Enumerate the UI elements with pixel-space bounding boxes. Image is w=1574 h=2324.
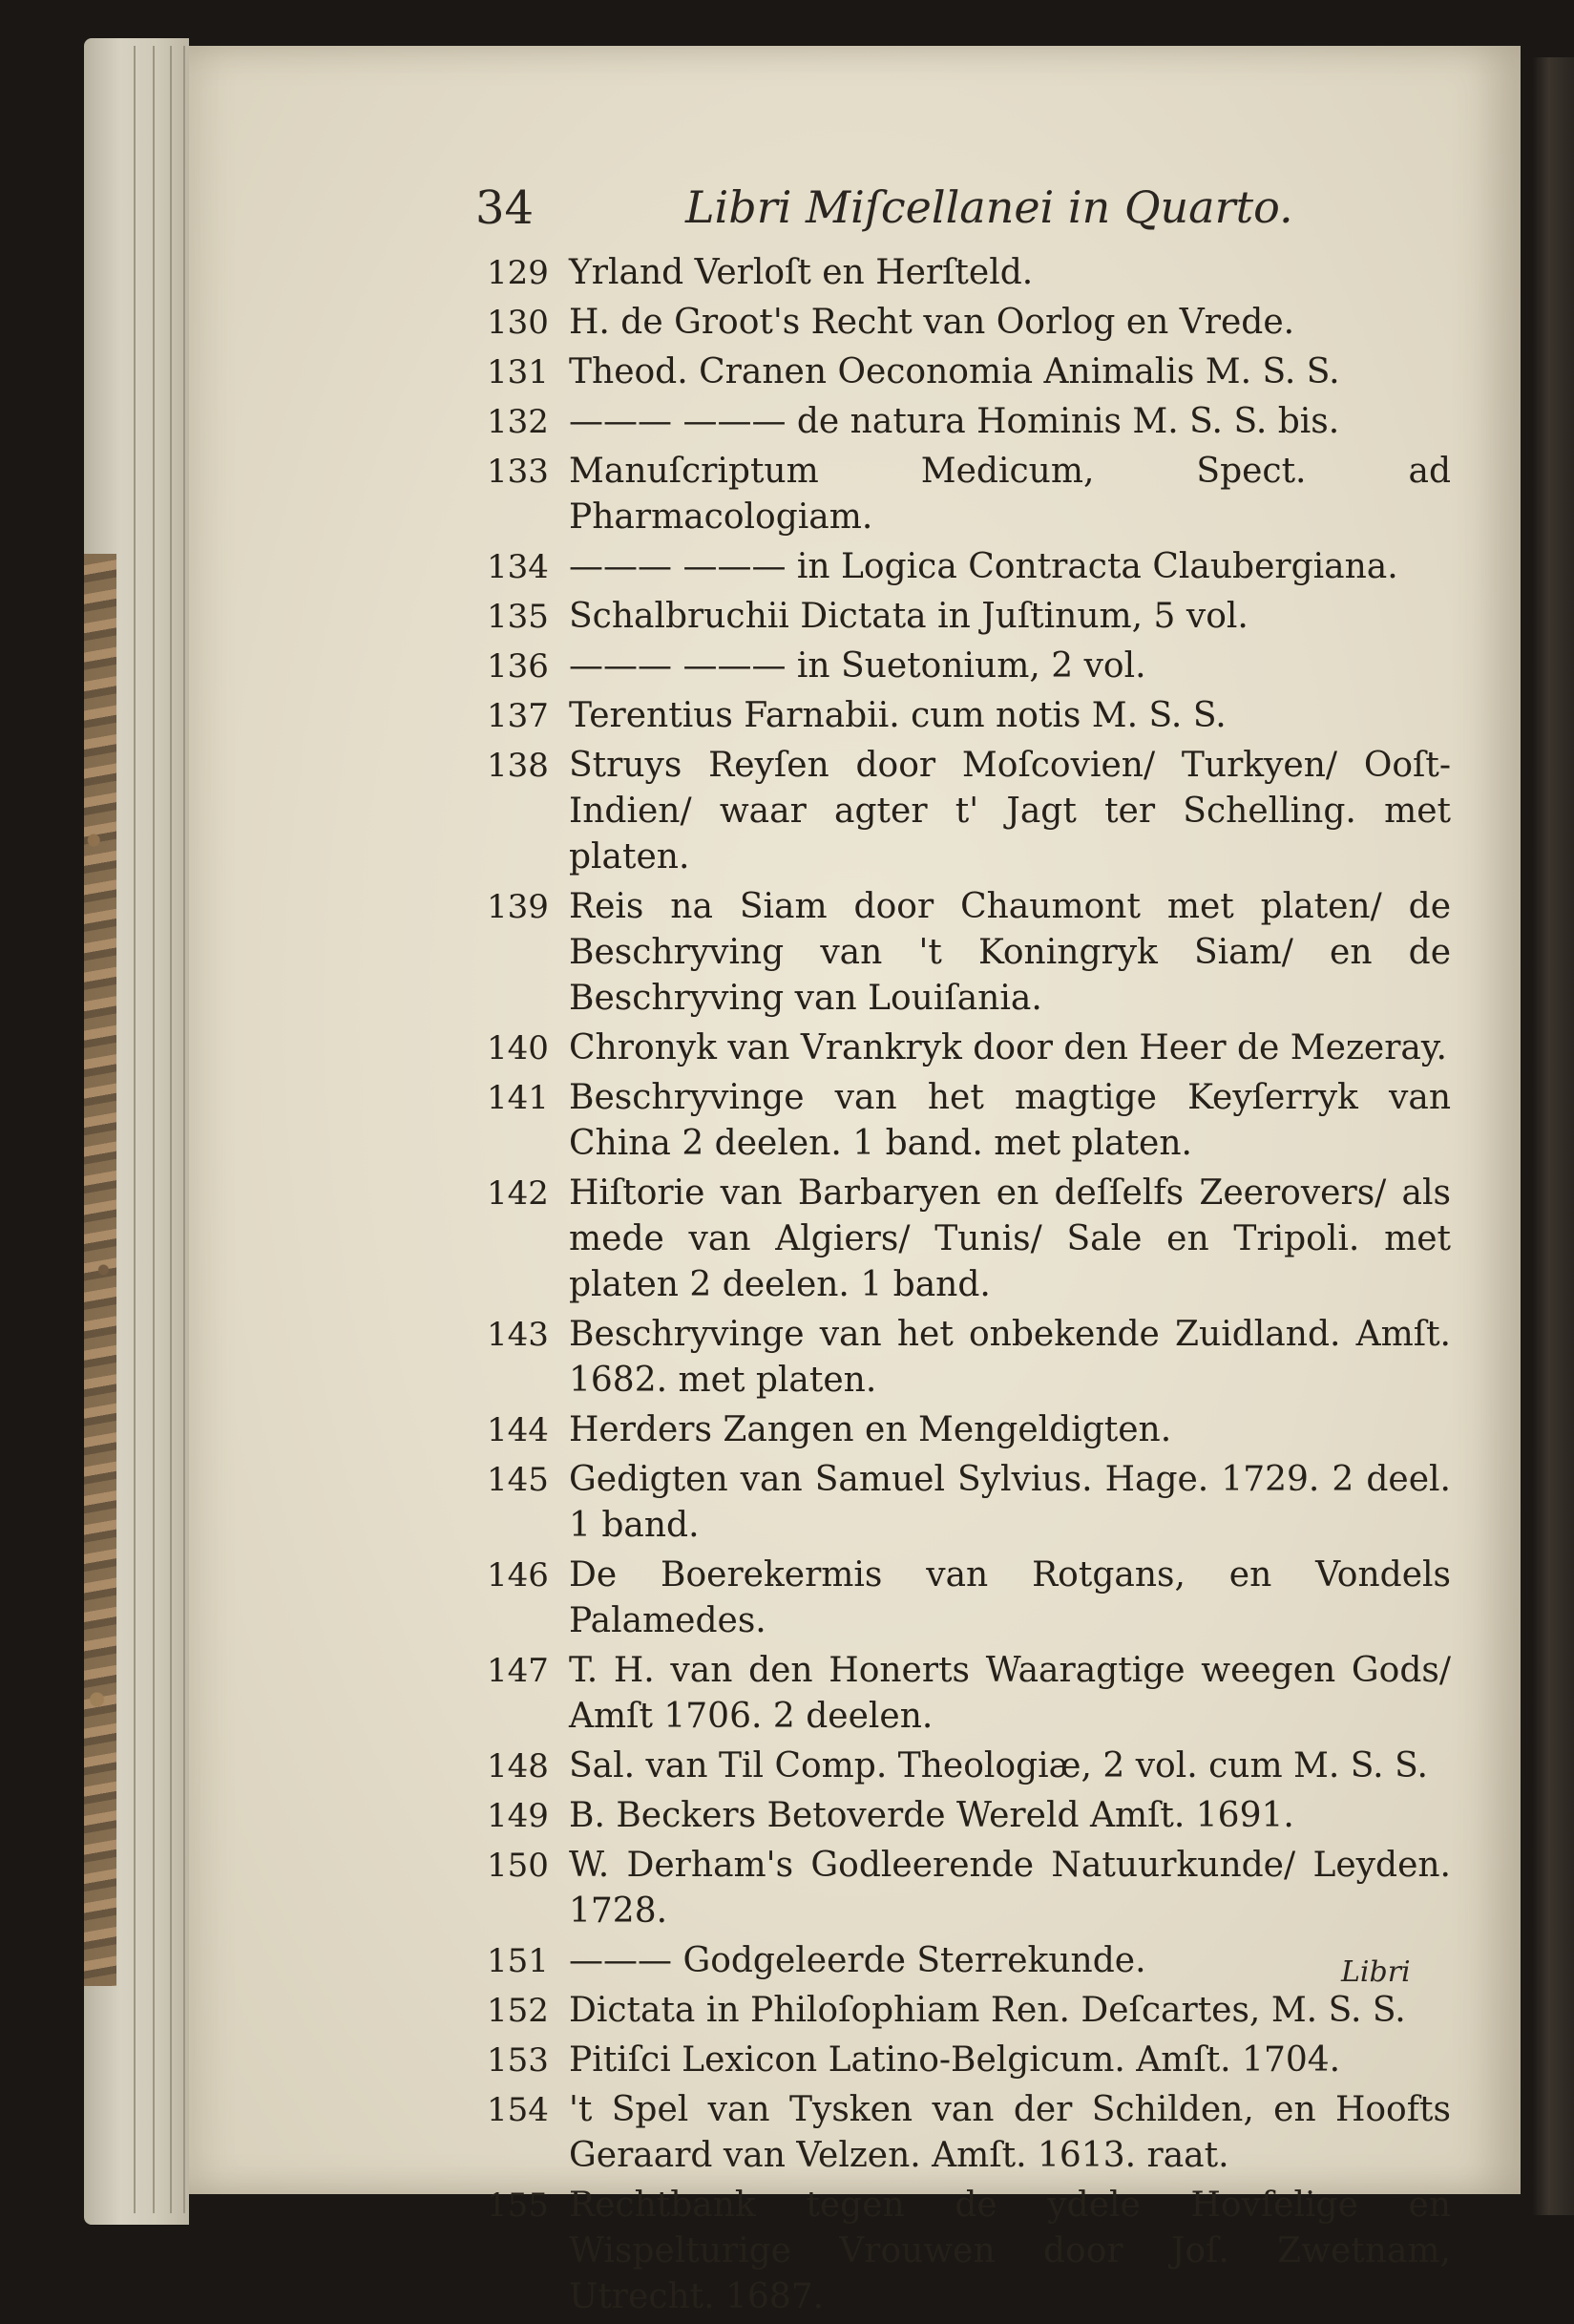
entry-number: 138	[487, 747, 549, 785]
catalog-entry	[487, 1648, 1451, 1740]
entry-text: ——— Godgeleerde Sterrekunde.	[569, 1941, 1146, 1980]
catalog-entry	[487, 1312, 1451, 1404]
entry-text: H. de Groot's Recht van Oorlog en Vrede.	[569, 303, 1295, 342]
entry-number: 140	[487, 1029, 549, 1067]
entry-text: Reis na Siam door Chaumont met platen/ de Beschryving van 't Koningryk Siam/ en de Beschryving van Louiſania.	[569, 887, 1451, 1018]
running-title: Libri Miſcellanei in Quarto.	[685, 181, 1293, 233]
marbled-cover-edge	[84, 554, 116, 1986]
catalog-entry	[487, 544, 1451, 590]
entry-number: 142	[487, 1174, 549, 1213]
catalog-entry	[487, 743, 1451, 880]
page-stack-line	[153, 46, 155, 2213]
entry-number: 135	[487, 598, 549, 636]
entry-number: 145	[487, 1461, 549, 1499]
catalog-entry	[487, 1025, 1451, 1071]
catalog-entry	[487, 250, 1451, 296]
entry-text: Hiſtorie van Barbaryen en deſſelfs Zeerovers/ als mede van Algiers/ Tunis/ Sale en Tripoli. met platen 2 deelen. 1 band.	[569, 1173, 1451, 1304]
catalog-entry	[487, 2183, 1451, 2320]
entry-number: 134	[487, 548, 549, 586]
catalog-entry	[487, 884, 1451, 1022]
catalog-entry	[487, 349, 1451, 395]
entry-number: 141	[487, 1079, 549, 1117]
entry-text: De Boerekermis van Rotgans, en Vondels Palamedes.	[569, 1555, 1451, 1640]
page-stack-line	[134, 46, 136, 2213]
entry-text: ——— ——— in Suetonium, 2 vol.	[569, 646, 1146, 686]
catalog-entry	[487, 1457, 1451, 1549]
catchword: Libri	[1341, 1955, 1411, 1989]
page-stack-line	[170, 46, 172, 2213]
entry-number: 150	[487, 1847, 549, 1885]
entry-text: Gedigten van Samuel Sylvius. Hage. 1729. 2 deel. 1 band.	[569, 1460, 1451, 1545]
entry-number: 152	[487, 1992, 549, 2030]
page-stack-line	[183, 46, 185, 2213]
entry-number: 151	[487, 1942, 549, 1980]
entry-text: Sal. van Til Comp. Theologiæ, 2 vol. cum M. S. S.	[569, 1746, 1428, 1785]
catalog-entry	[487, 300, 1451, 346]
entry-text: Manuſcriptum Medicum, Spect. ad Pharmacologiam.	[569, 452, 1451, 537]
catalog-entry	[487, 1938, 1451, 1984]
entry-text: Chronyk van Vrankryk door den Heer de Mezeray.	[569, 1028, 1447, 1067]
catalog-entry	[487, 1743, 1451, 1789]
catalog-entry	[487, 1843, 1451, 1934]
catalog-entry	[487, 1171, 1451, 1308]
entry-number: 139	[487, 888, 549, 926]
catalog-entry	[487, 1407, 1451, 1453]
entry-text: Rechtbank tegen de ydele Hovſelige en Wispelturige Vrouwen door Joſ. Zwetnam, Utrecht. 1687.	[569, 2186, 1451, 2316]
entry-number: 131	[487, 353, 549, 391]
catalog-entry	[487, 2038, 1451, 2083]
catalog-entry	[487, 1553, 1451, 1644]
catalog-entry	[487, 644, 1451, 689]
entry-number: 146	[487, 1556, 549, 1595]
catalog-entry	[487, 449, 1451, 540]
entry-text: Theod. Cranen Oeconomia Animalis M. S. S.	[569, 352, 1340, 391]
entry-text: B. Beckers Betoverde Wereld Amſt. 1691.	[569, 1796, 1294, 1835]
entry-number: 137	[487, 697, 549, 735]
entry-number: 143	[487, 1316, 549, 1354]
catalog-entry	[487, 1793, 1451, 1839]
entry-text: Schalbruchii Dictata in Juſtinum, 5 vol.	[569, 597, 1249, 636]
entry-text: ——— ——— de natura Hominis M. S. S. bis.	[569, 402, 1340, 441]
entry-number: 136	[487, 647, 549, 686]
catalog-entry	[487, 1075, 1451, 1167]
entry-text: Beschryvinge van het onbekende Zuidland. Amſt. 1682. met platen.	[569, 1315, 1451, 1400]
catalog-entry	[487, 594, 1451, 640]
entry-number: 133	[487, 453, 549, 491]
entry-text: Pitiſci Lexicon Latino-Belgicum. Amſt. 1704.	[569, 2040, 1341, 2080]
entry-number: 132	[487, 403, 549, 441]
entry-text: Yrland Verloſt en Herſteld.	[569, 253, 1034, 292]
facing-page-edge	[1532, 57, 1574, 2215]
entry-text: Struys Reyſen door Moſcovien/ Turkyen/ Ooſt-Indien/ waar agter t' Jagt ter Schelling. met platen.	[569, 746, 1451, 877]
entry-number: 153	[487, 2041, 549, 2080]
entry-text: W. Derham's Godleerende Natuurkunde/ Leyden. 1728.	[569, 1846, 1451, 1931]
entry-number: 154	[487, 2091, 549, 2129]
page-header	[475, 181, 1430, 248]
entry-number: 147	[487, 1652, 549, 1690]
catalog-entry	[487, 1988, 1451, 2034]
entry-text: Beschryvinge van het magtige Keyſerryk van China 2 deelen. 1 band. met platen.	[569, 1078, 1451, 1163]
entry-number: 155	[487, 2187, 549, 2225]
entry-text: ——— ——— in Logica Contracta Claubergiana.	[569, 547, 1398, 586]
page-number: 34	[475, 181, 535, 235]
entry-text: Dictata in Philoſophiam Ren. Deſcartes, M. S. S.	[569, 1991, 1406, 2030]
entry-text: 't Spel van Tysken van der Schilden, en Hoofts Geraard van Velzen. Amſt. 1613. raat.	[569, 2090, 1451, 2175]
catalog-entry	[487, 399, 1451, 445]
entry-number: 149	[487, 1797, 549, 1835]
catalog-entry-list	[487, 250, 1451, 2324]
entry-text: Terentius Farnabii. cum notis M. S. S.	[569, 696, 1227, 735]
entry-number: 130	[487, 304, 549, 342]
entry-text: T. H. van den Honerts Waaragtige weegen Gods/ Amſt 1706. 2 deelen.	[569, 1651, 1451, 1736]
catalog-entry	[487, 2087, 1451, 2179]
entry-number: 144	[487, 1411, 549, 1449]
catalog-entry	[487, 693, 1451, 739]
entry-number: 129	[487, 254, 549, 292]
entry-text: Herders Zangen en Mengeldigten.	[569, 1410, 1172, 1449]
entry-number: 148	[487, 1747, 549, 1785]
